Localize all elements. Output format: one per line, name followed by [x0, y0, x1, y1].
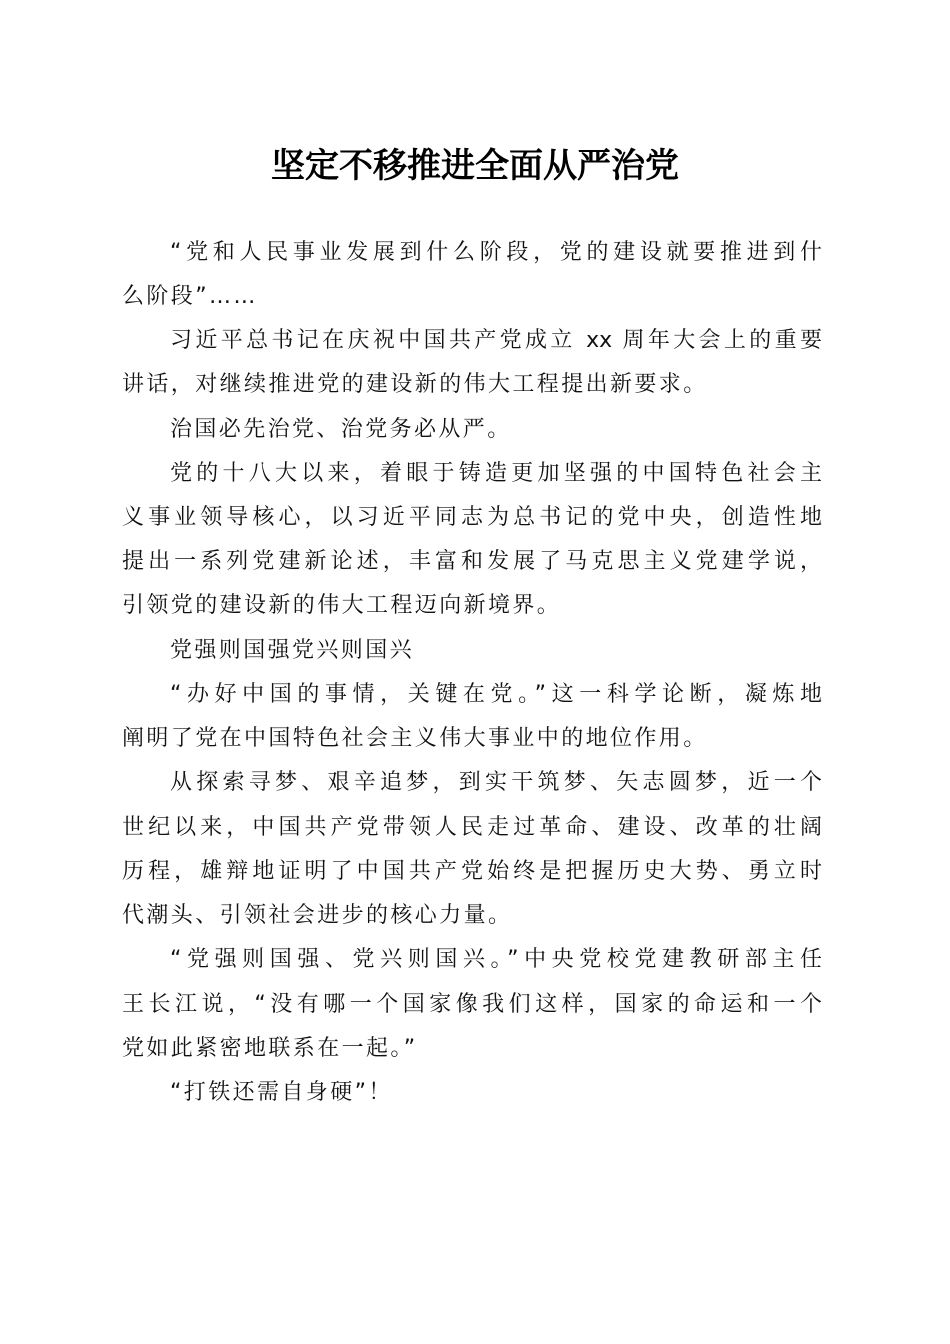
paragraph-line: 引领党的建设新的伟大工程迈向新境界。 [122, 593, 562, 618]
paragraph-line: “党强则国强、党兴则国兴。”中央党校党建教研部主任 [170, 947, 822, 972]
paragraph-line: 讲话，对继续推进党的建设新的伟大工程提出新要求。 [122, 372, 708, 397]
paragraph-line: 义事业领导核心，以习近平同志为总书记的党中央，创造性地 [122, 505, 822, 530]
paragraph-line: 从探索寻梦、艰辛追梦，到实干筑梦、矢志圆梦，近一个 [170, 770, 822, 795]
paragraph-line: 提出一系列党建新论述，丰富和发展了马克思主义党建学说， [122, 549, 822, 574]
paragraph-line: 王长江说，“没有哪一个国家像我们这样，国家的命运和一个 [122, 992, 822, 1017]
paragraph-line: 党的十八大以来，着眼于铸造更加坚强的中国特色社会主 [170, 461, 822, 486]
paragraph-line: 历程，雄辩地证明了中国共产党始终是把握历史大势、勇立时 [122, 859, 822, 884]
paragraph-line: “办好中国的事情，关键在党。”这一科学论断，凝炼地 [170, 682, 822, 707]
paragraph-line: 世纪以来，中国共产党带领人民走过革命、建设、改革的壮阔 [122, 815, 822, 840]
paragraph-line: 代潮头、引领社会进步的核心力量。 [122, 903, 513, 928]
document-title: 坚定不移推进全面从严治党 [271, 146, 679, 186]
paragraph-line: 治国必先治党、治党务必从严。 [170, 417, 512, 442]
paragraph-line: 么阶段”…… [122, 284, 258, 309]
paragraph-line: “打铁还需自身硬”！ [170, 1080, 393, 1105]
section-heading: 党强则国强党兴则国兴 [170, 638, 415, 663]
paragraph-line: 习近平总书记在庆祝中国共产党成立 xx 周年大会上的重要 [170, 328, 822, 353]
paragraph-line: 党如此紧密地联系在一起。” [122, 1036, 418, 1061]
paragraph-line: 阐明了党在中国特色社会主义伟大事业中的地位作用。 [122, 726, 708, 751]
paragraph-line: “党和人民事业发展到什么阶段，党的建设就要推进到什 [170, 240, 822, 265]
